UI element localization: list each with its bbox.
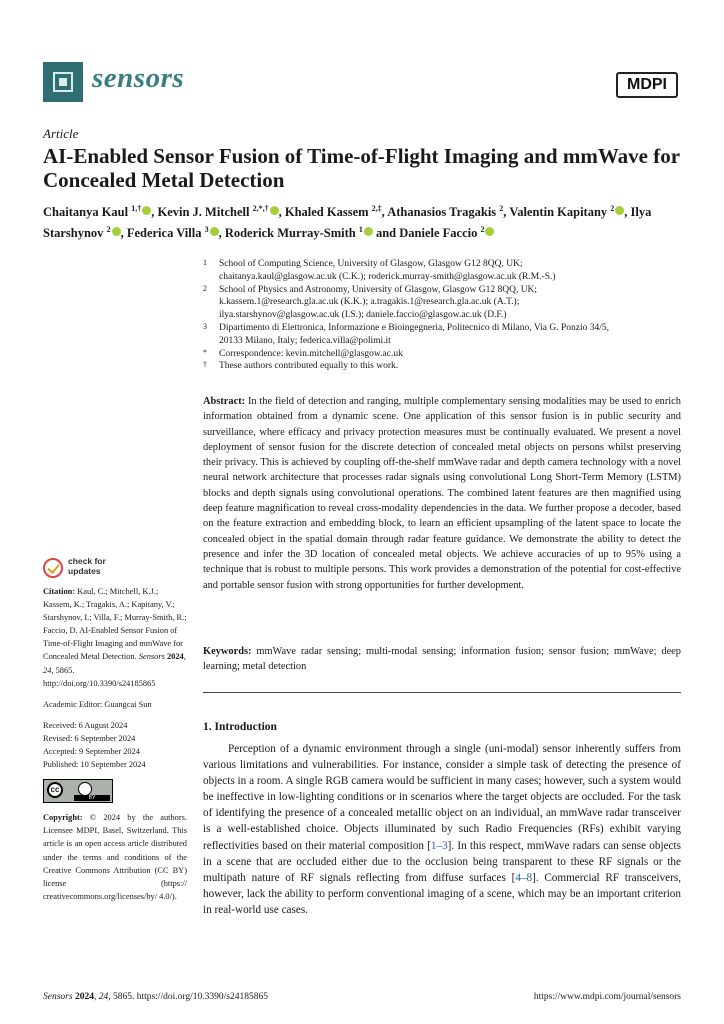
abstract-label: Abstract: — [203, 396, 246, 407]
affiliation-mark: 2 — [203, 283, 207, 293]
author-name: Athanasios Tragakis — [387, 205, 497, 220]
author-affiliation-mark: 2,*,† — [252, 204, 269, 213]
author-affiliation-mark: 1 — [358, 225, 363, 235]
abstract-text: In the field of detection and ranging, multiple complementary sensing modalities may be used to enrich information obtained from a dynamic scene. One application of this sensor fusion is in public security and surveillance, where efficacy and privacy protection measures must be continually evaluated. We present a novel deployment of sensor fusion for the discrete detection of concealed metal objects on persons whilst preserving their privacy. This is achieved by coupling off-the-shelf mmWave radar and depth camera technology with a novel neural network architecture that processes radar signals using convolutional Long Short-Term Memory (LSTM) blocks and depth signals using convolutional operations. The combined latent features are then magnified using deep feature magnification to reveal cross-modality dependencies in the data. We further propose a decoder, based on the feature extraction and embedding block, to learn an efficient upsampling of the latent space to locate the concealed object in the spatial domain through radar feature guidance. We demonstrate the ability to detect the presence and infer the 3D location of concealed metal objects. We achieve accuracies of up to 95% using a technique that is robust to multiple persons. This work provides a demonstration of the potential for cost-effective and portable sensor fusion with strong opportunities for further development. — [203, 396, 681, 591]
affiliation-line: School of Physics and Astronomy, University of Glasgow, Glasgow G12 8QQ, UK; — [219, 284, 538, 295]
article-type: Article — [43, 126, 79, 141]
footer-journal-url[interactable]: https://www.mdpi.com/journal/sensors — [533, 992, 681, 1002]
author-affiliation-mark: 2 — [480, 225, 485, 235]
keywords-label: Keywords: — [203, 646, 252, 657]
author-name: Daniele Faccio — [399, 226, 478, 241]
keywords-text: mmWave radar sensing; multi-modal sensing; information fusion; sensor fusion; mmWave; deep learning; metal detection — [203, 646, 681, 673]
journal-name: sensors — [92, 62, 185, 94]
affiliation-line: These authors contributed equally to this work. — [219, 361, 399, 372]
orcid-icon[interactable] — [270, 206, 279, 215]
intro-paragraph: Perception of a dynamic environment through a single (uni-modal) sensor inherently suffers from various limitations and vulnerabilities. For instance, consider a simple task of detecting the presence of objects in a room. A single RGB camera would be sufficient in many cases; however, such a system would be ineffective in low-lighting conditions or in scenarios where the target objects are occluded. For the task of identifying the presence of a concealed metallic object on an individual, an mmWave radar transceiver is a well-established choice. Objects illuminated by such Radio Frequencies (RFs) exhibit varying reflectivities based on their material composition [1–3]. In this respect, mmWave radars can sense objects in a scene that are occluded either due to the occlusion being transparent to these RF signals or the multipath nature of RF signals reflecting from diffuse surfaces [4–8]. Commercial RF transceivers, however, lack the ability to perform conventional imaging of a scene, which may be an important criterion in real-world use cases. — [203, 743, 681, 916]
affiliation-line: Dipartimento di Elettronica, Informazione e Bioingegneria, Politecnico di Milano, Via G. Ponzio 34/5, — [219, 322, 609, 333]
affiliation-line: Correspondence: kevin.mitchell@glasgow.ac.uk — [219, 348, 403, 359]
dates: Received: 6 August 2024 Revised: 6 September 2024 Accepted: 9 September 2024 Published: 10 September 2024 — [43, 720, 146, 770]
author-affiliation-mark: 2,‡ — [371, 204, 382, 213]
affiliation-mark: 1 — [203, 258, 207, 267]
section-heading: 1. Introduction — [203, 721, 277, 733]
orcid-icon[interactable] — [112, 227, 121, 236]
affiliation-line: School of Computing Science, University of Glasgow, Glasgow G12 8QQ, UK; — [219, 259, 523, 269]
author-name: Kevin J. Mitchell — [157, 205, 250, 220]
abstract — [203, 394, 681, 593]
mdpi-logo: MDPI — [616, 72, 678, 98]
author-name: Khaled Kassem — [284, 205, 369, 220]
keywords — [203, 644, 681, 675]
check-updates-icon — [43, 558, 63, 578]
reference-link[interactable]: 4–8 — [515, 871, 533, 884]
affiliation-item — [203, 258, 683, 284]
copyright: Copyright: © 2024 by the authors. Licensee MDPI, Basel, Switzerland. This article is an open access article distributed under the terms and conditions of the Creative Commons Attribution (CC BY) license (https:// creativecommons.org/licenses/by/ 4.0/). — [43, 813, 188, 901]
affiliation-item — [203, 348, 683, 361]
author-list: Chaitanya Kaul $^{1,\dagger}$ , Kevin J. Mitchell $^{2,*,\dagger}$ , Khaled Kassem $^{2,\ddagger}$, Athanasios Tragakis $^2$, Valentin Kapitany $^2$ , Ilya Starshynov $^2$ , Federica Villa $^3$ , Roderick Murray-Smith $^1$ and Daniele Faccio $^2$ — [43, 204, 652, 241]
cc-by-license-icon[interactable]: cc BY — [43, 779, 113, 803]
affiliation-item — [203, 322, 683, 348]
affiliation-line: 20133 Milano, Italy; federica.villa@polimi.it — [219, 335, 391, 346]
affiliation-line: chaitanya.kaul@glasgow.ac.uk (C.K.); roderick.murray-smith@glasgow.ac.uk (R.M.-S.) — [219, 271, 556, 282]
check-for-updates-button[interactable]: check for updates — [43, 556, 153, 580]
sidebar-info — [43, 585, 187, 911]
author-name: Chaitanya Kaul — [43, 205, 129, 220]
paper-title: AI-Enabled Sensor Fusion of Time-of-Flight Imaging and mmWave for Concealed Metal Detection — [43, 144, 680, 192]
affiliation-item — [203, 360, 683, 373]
orcid-icon[interactable] — [210, 227, 219, 236]
affiliation-mark: † — [203, 360, 207, 370]
orcid-icon[interactable] — [485, 227, 494, 236]
academic-editor: Academic Editor: Guangcai Sun — [43, 699, 152, 709]
author-affiliation-mark: 2 — [610, 204, 615, 213]
orcid-icon[interactable] — [142, 206, 151, 215]
divider — [203, 692, 681, 693]
affiliations — [203, 258, 683, 373]
author-affiliation-mark: 3 — [204, 225, 209, 235]
author-name: Roderick Murray-Smith — [224, 226, 356, 241]
affiliation-line: ilya.starshynov@glasgow.ac.uk (I.S.); daniele.faccio@glasgow.ac.uk (D.F.) — [219, 310, 507, 321]
author-name: Federica Villa — [126, 226, 202, 241]
footer-citation: Sensors 2024, 24, 5865. https://doi.org/10.3390/s24185865 — [43, 992, 268, 1002]
journal-logo-icon — [43, 62, 83, 102]
affiliation-item — [203, 284, 683, 322]
author-affiliation-mark: 2 — [106, 225, 111, 235]
reference-link[interactable]: 1–3 — [430, 839, 448, 852]
citation: Citation: Kaul, C.; Mitchell, K.J.; Kassem, K.; Tragakis, A.; Kapitany, V.; Starshynov, I.; Villa, F.; Murray-Smith, R.; Faccio, D. AI-Enabled Sensor Fusion of Time-of-Flight Imaging and mmWave for Concealed Metal Detection. Sensors 2024, 24, 5865. http://doi.org/10.3390/s24185865 — [43, 587, 187, 688]
affiliation-line: k.kassem.1@research.gla.ac.uk (K.K.); a.tragakis.1@research.gla.ac.uk (A.T.); — [219, 297, 520, 308]
author-affiliation-mark: 1,† — [131, 204, 142, 213]
author-name: Ilya Starshynov — [43, 205, 652, 241]
orcid-icon[interactable] — [364, 227, 373, 236]
affiliation-mark: * — [203, 347, 207, 357]
author-name: Valentin Kapitany — [509, 205, 608, 220]
affiliation-mark: 3 — [203, 321, 207, 331]
author-affiliation-mark: 2 — [499, 204, 504, 213]
orcid-icon[interactable] — [615, 206, 624, 215]
